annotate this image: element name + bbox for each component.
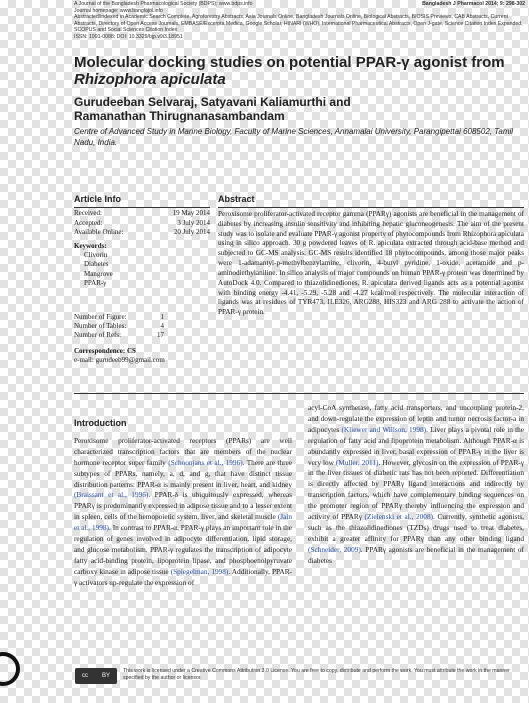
keyword: Clivorin — [84, 251, 108, 260]
introduction-heading: Introduction — [74, 418, 127, 428]
email-link[interactable]: e-mail: gurudeeb99@gmail.com — [74, 356, 165, 365]
keywords-label: Keywords: — [74, 241, 107, 250]
citation-link[interactable]: (Zielenski et al., 2008) — [364, 512, 434, 522]
article-info — [74, 195, 210, 366]
authors-line-2: Ramanathan Thirugnanasambandam — [74, 109, 285, 123]
citation-link[interactable]: (Muller, 2011) — [335, 457, 379, 467]
citation-link[interactable]: (Braissant et al., 1996) — [74, 490, 149, 500]
citation: Bangladesh J Pharmacol 2014; 9: 298-302 — [422, 1, 525, 7]
section-rule — [74, 393, 524, 394]
citation-link[interactable]: (Kliewer and Willson, 1998) — [341, 424, 427, 434]
open-access-icon — [0, 652, 20, 686]
journal-line: A Journal of the Bangladesh Pharmacological Society (BDPS); www.bdps.info — [74, 1, 253, 7]
count-figures: Number of Figure: 1 — [74, 312, 164, 321]
abstract — [218, 195, 524, 318]
date-accepted: Accepted: 3 July 2014 — [74, 218, 210, 227]
article-info-heading: Article Info — [74, 194, 122, 204]
keyword: Diabetes — [84, 260, 109, 269]
date-received: Received: 19 May 2014 — [74, 209, 210, 218]
abstract-text: Peroxisome proliferator-activated receptor gamma (PPARγ) agonists are beneficial in the management of diabetes by increasing insulin sensitivity and inhibiting hepatic gluconeogenesis. The aim of the present study was to isolate and evaluate PPAR-γ agonist property of phytocompounds from Rhizophora apiculata using in silico approach. 30 g powdered leaves of R. apiculata extracted through acid-base method and subjected to GC-MS analysis. GC-MS results identified 18 phytocompounds, among those major peaks were 1-adamantyl-p-methylbenzylamine, clivorin, 4-butyl pyridine, 1-oxide, acetamide and p-aminodiethylaniline. In silico analysis of major compounds on human PPAR-γ protein was determined by AutoDock 4.0. Compared to thiazolidinediones, R. apiculata derived ligands acts as a potential agonist with binding energy -4.41, -5.29, -5.28 and -4.27 kcal/mol respectively. The molecular interaction of ligands was at residues of TYR473, ILE326, ARG288, HIS323 and ARG 288 to activate the action of PPAR-γ protein. — [218, 209, 524, 317]
keyword: Mangrove — [84, 269, 113, 278]
title-main: Molecular docking studies on potential PPAR-γ agonist from — [74, 54, 505, 71]
date-online: Available Online: 20 July 2014 — [74, 228, 210, 237]
count-refs: Number of Refs: 17 — [74, 331, 164, 340]
count-tables: Number of Tables: 4 — [74, 322, 164, 331]
indexing-text: Abstracted/indexed in Academic Search Complete, Agroforestry Abstracts, Asia Journals Online, Bangladesh Journals Online, Biological Abstracts, BIOSIS Previews, CAB Abstracts, Current Abstracts, Directory of Open Access Journals, EMBASE/Excerpta Medica, Google Scholar, HINARI (WHO), International Pharmaceutical Abstracts, Open J-gate, Science Citation Index Expanded, SCOPUS and Social Sciences Citation Index — [74, 14, 523, 34]
body-right-column — [308, 403, 524, 567]
authors-line-1: Gurudeeban Selvaraj, Satyavani Kaliamurthi and — [74, 95, 351, 109]
license-footer — [75, 668, 524, 684]
license-text: This work is licensed under a Creative Commons Attribution 3.0 License. You are free to copy, distribute and perform the work. You must attribute the work in the manner specified by the author or licensor. — [123, 668, 510, 681]
cc-license-badge[interactable] — [75, 668, 117, 684]
issn-doi: ISSN: 1991-0088; DOI: 10.3329/bjp.v9i3.18951 — [74, 33, 183, 40]
body-paragraph: acyl-CoA synthetase, fatty acid transporters, and uncoupling protein-2, and down-regulate the expression of leptin and tumor necrosis factor-a in adipocytes (Kliewer and Willson, 1998). Liver plays a pivotal role in the regulation of fatty acid and lipoprotein metabolism. Although PPAR-α is abundantly expressed in liver, basal expression of PPAR-γ in the liver is very low (Muller, 2011). However, glycosin on the expression of PPAR-γ in the liver tissues of diabetic rats has not been reported. Differentiation is directly affected by PPARγ ligand interactions and indirectly by transcription factors, which have complementary binding sequences on the promoter region of PPARγ thereby influencing the expression and activity of PPARγ (Zielenski et al., 2008). Currently, synthetic agonists, such as the thiazolidinediones (TZDs) drugs used to treat diabetes, exhibit a greater affinity for PPARγ than any other binding ligand (Schneider, 2009). PPARγ agonists are beneficial in the management of diabetes — [308, 403, 525, 565]
citation-link[interactable]: (Jain et al., 1998) — [74, 512, 292, 533]
citation-link[interactable]: (Schoonjans et al., 1996) — [168, 457, 243, 467]
journal-homepage: Journal homepage: www.banglajol.info — [74, 7, 163, 14]
introduction-body: Peroxisome proliferator-activated receptors (PPARs) are well characterized transcription factors that are members of the nuclear hormone receptor super family (Schoonjans et al., 1996). There are three subtypes of PPARs, namely, a, d, and g, that have distinct tissue distribution patterns: PPAR-α is mainly present in liver, heart, and kidney (Braissant et al., 1996). PPAR-δ is ubiquitously expressed, whereas PPARγ is predominantly expressed in adipose tissue and to a lesser extent in spleen, cells of the hemopoietic system, liver, and skeletal muscle (Jain et al., 1998). In contrast to PPAR-α, PPAR-γ plays an important role in the regulation of genes involved in adipocyte differentiation, lipid storage, and glucose metabolism. PPAR-γ regulates the transcription of adipocyte fatty acid-binding protein, lipoprotein lipase, and phosphoenolpyruvate carboxy kinase in adipose tissue (Spiegelman, 1998). Additionally, PPAR-γ activators up-regulate the expression of — [74, 435, 293, 587]
introduction — [74, 418, 292, 589]
citation-link[interactable]: (Spiegelman, 1998) — [170, 566, 229, 576]
by-icon: BY — [101, 673, 110, 679]
correspondence: Correspondence: CS — [74, 346, 136, 355]
abstract-heading: Abstract — [218, 194, 255, 204]
article-title — [74, 54, 514, 88]
authors — [74, 95, 514, 123]
citation-link[interactable]: (Schneider, 2009) — [308, 544, 361, 554]
keyword: PPAR-γ — [84, 279, 107, 288]
cc-icon: cc — [81, 673, 88, 679]
affiliation: Centre of Advanced Study in Marine Biology, Faculty of Marine Sciences, Annamalai University, Parangipettai 608502, Tamil Nadu, India. — [74, 127, 514, 147]
title-species: Rhizophora apiculata — [74, 71, 226, 88]
